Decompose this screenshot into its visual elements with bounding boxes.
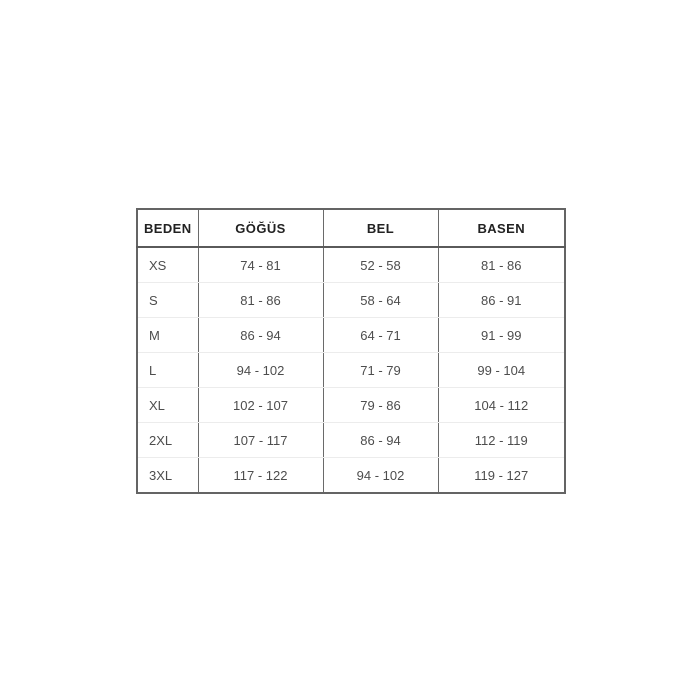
- size-chart-header: [137, 209, 565, 247]
- measurement-range: 81 - 86: [438, 247, 565, 283]
- measurement-range: 86 - 91: [438, 283, 565, 318]
- measurement-range: 102 - 107: [198, 388, 323, 423]
- table-row: [137, 458, 565, 494]
- measurement-range: 58 - 64: [323, 283, 438, 318]
- measurement-range: 112 - 119: [438, 423, 565, 458]
- measurement-range: 104 - 112: [438, 388, 565, 423]
- size-label: XS: [137, 247, 198, 283]
- size-chart-body: [137, 247, 565, 493]
- size-label: S: [137, 283, 198, 318]
- table-row: [137, 318, 565, 353]
- column-header-gogus: GÖĞÜS: [198, 209, 323, 247]
- measurement-range: 74 - 81: [198, 247, 323, 283]
- size-label: L: [137, 353, 198, 388]
- measurement-range: 107 - 117: [198, 423, 323, 458]
- table-row: [137, 283, 565, 318]
- column-header-bel: BEL: [323, 209, 438, 247]
- size-label: XL: [137, 388, 198, 423]
- measurement-range: 117 - 122: [198, 458, 323, 494]
- measurement-range: 119 - 127: [474, 467, 529, 483]
- measurement-range: 81 - 86: [198, 283, 323, 318]
- size-label: 2XL: [137, 423, 198, 458]
- size-label: M: [137, 318, 198, 353]
- measurement-range: 94 - 102: [198, 353, 323, 388]
- measurement-range: 86 - 94: [323, 423, 438, 458]
- table-row: [137, 388, 565, 423]
- table-row: [137, 353, 565, 388]
- table-row: [137, 247, 565, 283]
- measurement-range: 91 - 99: [438, 318, 565, 353]
- column-header-beden: BEDEN: [137, 209, 198, 247]
- size-chart-table: [136, 208, 566, 494]
- table-row: [137, 423, 565, 458]
- measurement-range: 52 - 58: [323, 247, 438, 283]
- column-header-basen: BASEN: [438, 209, 565, 247]
- measurement-range: 99 - 104: [438, 353, 565, 388]
- size-label: 3XL: [137, 458, 198, 494]
- measurement-range: 64 - 71: [323, 318, 438, 353]
- measurement-range: 71 - 79: [323, 353, 438, 388]
- measurement-range: 94 - 102: [323, 458, 438, 494]
- header-row: [137, 209, 565, 247]
- measurement-range: 79 - 86: [323, 388, 438, 423]
- measurement-range: 86 - 94: [198, 318, 323, 353]
